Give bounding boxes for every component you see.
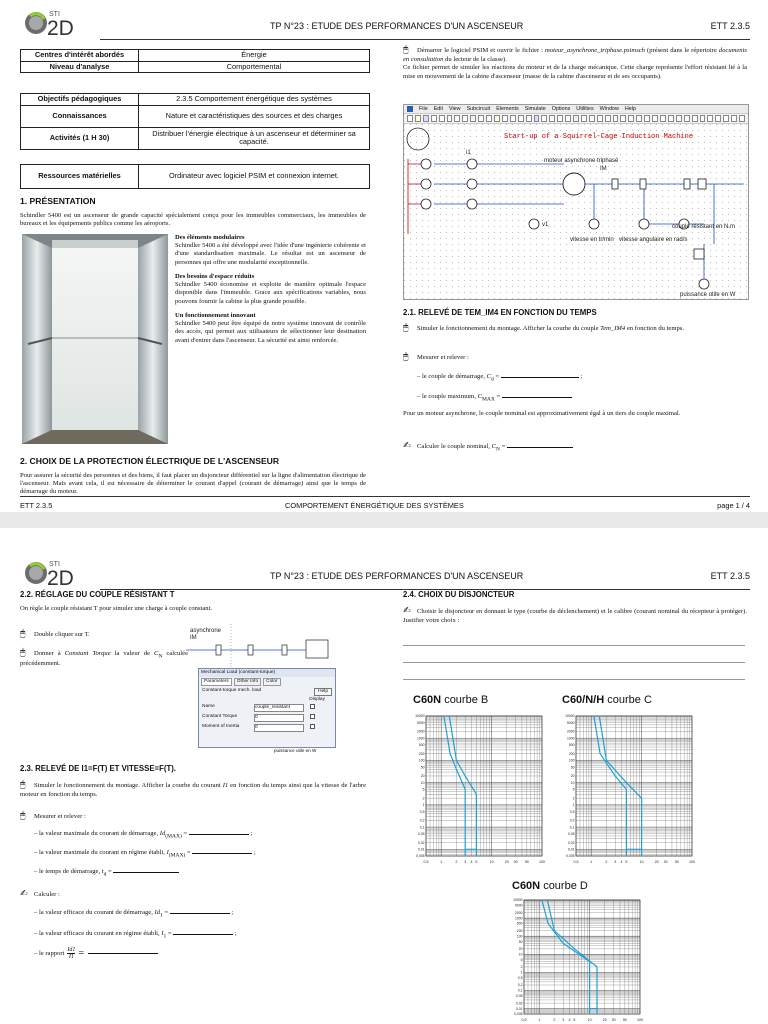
chart-x-tick: 30 [663, 860, 668, 864]
psim-load-text: Ce fichier permet de simuler les réactions du moteur et de la charge mécanique. Cette charge représente l'effort résistant lié à la mise en mouvement de la cabine d'ascenseur (masse de la cabine d'ascenseur et de ses occupants). [403, 64, 747, 80]
chart-x-tick: 0,5 [521, 1018, 527, 1022]
s21-cd: – le couple de démarrage, $C_d$ = ; [417, 373, 583, 383]
chart-x-tick: 4 [568, 1018, 571, 1022]
chart-y-tick: 2000 [514, 910, 523, 915]
logo-2d: 2D [47, 567, 74, 590]
mouse-icon: 🖱 [20, 648, 26, 658]
chart-y-tick: 0,1 [569, 825, 575, 830]
chart-x-tick: 20 [654, 860, 659, 864]
chart-y-tick: 10 [420, 780, 425, 785]
psim-window[interactable] [403, 104, 749, 300]
ratio-num: Id1 [67, 947, 76, 953]
chart-y-tick: 0,5 [517, 976, 523, 981]
chart-x-tick: 100 [637, 1018, 643, 1022]
mouse-icon: 🖱 [403, 45, 409, 55]
psim-schematic[interactable] [404, 124, 749, 300]
s21-cn: ✍ Calculer le couple nominal, $C_N$ = [403, 441, 573, 453]
motor-symbol [563, 173, 585, 195]
chart-d [498, 896, 644, 1024]
help-button[interactable]: Help [314, 688, 332, 696]
logo-2d: 2D [47, 17, 74, 40]
s1-features [175, 234, 366, 345]
menu-view[interactable]: View [448, 105, 461, 112]
chart-x-tick: 0,5 [423, 860, 429, 864]
chart-x-tick: 2 [455, 860, 458, 864]
chart-y-tick: 0,01 [515, 1006, 523, 1011]
chart-y-tick: 200 [568, 751, 575, 756]
answer-blank[interactable] [170, 913, 230, 914]
answer-blank[interactable] [189, 834, 249, 835]
chart-y-tick: 5000 [416, 720, 425, 725]
chart-x-tick: 1 [590, 860, 593, 864]
section-2-1-title: 2.1. RELEVÉ DE TEM_IM4 EN FONCTION DU TEMPS [403, 308, 597, 317]
chart-y-tick: 10 [518, 952, 523, 957]
menu-subcircuit[interactable]: Subcircuit [466, 105, 491, 112]
footer-right: page 1 / 4 [717, 501, 750, 510]
s2-text: Pour assurer la sécurité des personnes et des biens, il faut placer un disjoncteur différentiel sur la ligne d'alimentation électrique de l'ascenseur. Mais avant cela, il est nécessaire de déterminer le courant d'appel (courant de démarrage) ainsi que le temps de démarrage du moteur. [20, 472, 366, 496]
chart-x-tick: 3 [562, 1018, 565, 1022]
page-separator [0, 512, 768, 528]
s23-i1: – la valeur efficace du courant en régime établi, $I_1$ = ; [34, 930, 237, 940]
chart-x-tick: 20 [504, 860, 509, 864]
chart-x-tick: 3 [614, 860, 617, 864]
menu-help[interactable]: Help [624, 105, 636, 112]
chart-y-tick: 5000 [514, 903, 523, 908]
field-name-input[interactable]: couple_resistant [254, 704, 304, 712]
header-title: TP N°23 : ETUDE DES PERFORMANCES D'UN ASCENSEUR [270, 21, 524, 31]
display-checkbox[interactable] [310, 724, 315, 729]
chart-y-tick: 500 [568, 743, 575, 748]
chart-y-tick: 100 [568, 758, 575, 763]
dialog-title: Mechanical Load (constant-torque) [199, 669, 335, 677]
chart-y-tick: 0,2 [419, 818, 425, 823]
chart-x-tick: 10 [587, 1018, 592, 1022]
answer-blank[interactable] [113, 872, 179, 873]
logo-sti: STI [49, 11, 60, 18]
chart-y-tick: 2000 [416, 729, 425, 734]
label-angular: vitesse angulaire en rad/s [619, 237, 688, 243]
header-title: TP N°23 : ETUDE DES PERFORMANCES D'UN ASCENSEUR [270, 571, 524, 581]
section-2-4-title: 2.4. CHOIX DU DISJONCTEUR [403, 590, 515, 599]
answer-blank[interactable] [88, 953, 158, 954]
pencil-icon: ✍ [403, 606, 411, 616]
mini-label-power: puissance utile en W [274, 748, 317, 753]
s21-measure: 🖱 Mesurer et relever : [403, 352, 469, 362]
answer-blank[interactable] [192, 853, 252, 854]
menu-file[interactable]: File [419, 105, 428, 112]
chart-x-tick: 1 [440, 860, 443, 864]
chart-y-tick: 0,1 [419, 825, 425, 830]
info-table-1: Centres d'intérêt abordés Énergie Niveau d'analyse Comportemental [20, 49, 370, 73]
s23-td: – le temps de démarrage, $t_d$ = [34, 868, 179, 878]
chart-y-tick: 0,005 [566, 854, 575, 859]
s23-idmax: – la valeur maximale du courant de démarrage, $Id_{(MAX)}$ = ; [34, 830, 253, 840]
chart-y-tick: 1000 [416, 736, 425, 741]
s21-note: Pour un moteur asynchrone, le couple nominal est approximativement égal à un tiers du couple maximal. [403, 410, 681, 417]
chart-y-tick: 10000 [565, 714, 575, 719]
mouse-icon: 🖱 [403, 352, 409, 362]
feature-a-heading: Des éléments modulaires [175, 234, 245, 241]
chart-y-tick: 0,05 [515, 994, 523, 999]
chart-y-tick: 1 [520, 970, 523, 975]
chart-y-tick: 0,2 [569, 818, 575, 823]
chart-x-tick: 2 [553, 1018, 556, 1022]
psim-toolbar [404, 114, 748, 124]
sti2d-logo [22, 6, 92, 40]
chart-y-tick: 0,02 [567, 840, 575, 845]
display-checkbox[interactable] [310, 714, 315, 719]
chart-x-tick: 5 [573, 1018, 576, 1022]
chart-y-tick: 0,5 [419, 809, 425, 814]
page-header [20, 4, 750, 40]
chart-y-tick: 5 [572, 787, 575, 792]
menu-elements[interactable]: Elements [496, 105, 519, 112]
chart-y-tick: 1 [572, 803, 575, 808]
s24-text: ✍ Choisir le disjoncteur en donnant le type (courbe de déclenchement) et le calibre (courant nominal du récepteur à protéger). Justifier votre choix : [403, 606, 747, 625]
section-2-3-title: 2.3. RELEVÉ DE I1=F(T) ET VITESSE=F(T). [20, 764, 176, 773]
chart-y-tick: 2 [422, 796, 425, 801]
s23-measure: 🖱 Mesurer et relever : [20, 811, 86, 821]
chart-y-tick: 2 [572, 796, 575, 801]
feature-a-text: Schindler 5400 a été développé avec l'idée d'une ingénierie cohérente et d'une standardisation maximale. Le résultat est un ascenseur de personnes qui offre une modularité exceptionnelle. [175, 242, 366, 266]
menu-simulate[interactable]: Simulate [524, 105, 546, 112]
field-name-label: Name [202, 703, 215, 709]
dialog-subtitle: Constant-torque mech. load [202, 687, 262, 693]
logo-sti: STI [49, 561, 60, 568]
psim-load-screenshot [186, 624, 336, 754]
header-rule [100, 39, 750, 40]
chart-d-title: C60N courbe D [512, 880, 588, 892]
s23-imax: – la valeur maximale du courant en régime établi, $I_{(MAX)}$ = ; [34, 849, 256, 859]
s23-id1: – la valeur efficace du courant de démarrage, $Id_1$ = ; [34, 909, 234, 919]
chart-x-tick: 3 [464, 860, 467, 864]
s21-simulate: 🖱 Simuler le fonctionnement du montage. Afficher la courbe du couple Tem_IM4 en fonction du temps. [403, 323, 685, 333]
header-code: ETT 2.3.5 [710, 571, 750, 581]
chart-x-tick: 100 [539, 860, 545, 864]
feature-b-text: Schindler 5400 économise et exploite de manière optimale l'espace disponible dans l'immeuble. Grace aux spécifications variables, nous pouvons fournir la cabine la plus grande possible. [175, 281, 366, 305]
field-inertia-label: Moment of Inertia [202, 723, 240, 729]
chart-y-tick: 1000 [514, 916, 523, 921]
mouse-icon: 🖱 [20, 629, 26, 639]
chart-c [550, 712, 696, 866]
answer-lines[interactable] [403, 629, 745, 680]
s23-ratio: – le rapport $\frac{Id1}{I1}$ = [34, 947, 158, 961]
chart-y-tick: 0,01 [417, 847, 425, 852]
label-i1: i1 [466, 150, 471, 156]
field-torque-label: Constant Torque [202, 713, 238, 719]
chart-y-tick: 5000 [566, 720, 575, 725]
label-vitesse: vitesse en tr/min [570, 237, 614, 243]
chart-y-tick: 10000 [415, 714, 425, 719]
feature-c-text: Schindler 5400 peut être équipé de notre système innovant de contrôle des accès, qui permet aux utilisateurs de sélectionner leur destination avant d'entrer dans l'ascenseur. La sécurité est ainsi renforcée. [175, 320, 366, 344]
chart-x-tick: 1 [538, 1018, 541, 1022]
chart-y-tick: 20 [518, 947, 523, 952]
info-table-3: Ressources matérielles Ordinateur avec logiciel PSIM et connexion internet. [20, 164, 370, 189]
chart-x-tick: 5 [475, 860, 478, 864]
chart-y-tick: 0,2 [517, 983, 523, 988]
display-checkbox[interactable] [310, 704, 315, 709]
chart-y-tick: 5 [520, 957, 523, 962]
menu-edit[interactable]: Edit [433, 105, 443, 112]
chart-x-tick: 20 [602, 1018, 607, 1022]
s22-text: On règle le couple résistant T pour simuler une charge à couple constant. [20, 605, 213, 612]
psim-instructions: 🖱 Démarrer le logiciel PSIM et ouvrir le fichier : moteur_asynchrone_triphase.psimsch (présent dans le répertoire documents en consultation du lecteur de la classe). Ce fichier permet de simuler les réactions du moteur et de la charge mécanique. Cette charge représente l'effort résistant lié à la mise en mouvement de la cabine d'ascenseur (masse de la cabine d'ascenseur et de ses occupants). [403, 45, 747, 80]
dialog-tabs [199, 677, 335, 687]
chart-y-tick: 500 [516, 921, 523, 926]
schematic-banner: Start-up of a Squirrel-Cage Induction Machine [504, 133, 694, 141]
chart-y-tick: 10 [570, 780, 575, 785]
tab-color[interactable]: Color [263, 678, 280, 686]
section-2-2-title: 2.2. RÉGLAGE DU COUPLE RÉSISTANT T [20, 590, 175, 599]
answer-blank[interactable] [501, 377, 579, 378]
inertia-input[interactable]: 0 [254, 724, 304, 732]
chart-b [400, 712, 546, 866]
chart-x-tick: 4 [470, 860, 473, 864]
chart-b-title: C60N courbe B [413, 694, 489, 706]
section-1-title: 1. PRÉSENTATION [20, 196, 96, 206]
menu-utilities[interactable]: Utilities [576, 105, 594, 112]
chart-y-tick: 50 [570, 765, 575, 770]
psim-menubar [404, 105, 748, 114]
chart-y-tick: 0,05 [567, 831, 575, 836]
label-puissance: puissance utile en W [680, 292, 736, 298]
page-2 [0, 528, 768, 1024]
mini-label-async: asynchrone [190, 628, 222, 634]
s22-set: 🖱 Donner à Constant Torque la valeur de $C_N$ calculée précédemment. [20, 648, 188, 668]
feature-c-heading: Un fonctionnement innovant [175, 311, 256, 319]
chart-y-tick: 20 [420, 774, 425, 779]
page-header [20, 554, 750, 590]
chart-y-tick: 0,02 [515, 1001, 523, 1006]
chart-y-tick: 1 [422, 803, 425, 808]
chart-x-tick: 100 [689, 860, 695, 864]
section-2-title: 2. CHOIX DE LA PROTECTION ÉLECTRIQUE DE L'ASCENSEUR [20, 456, 280, 466]
chart-x-tick: 10 [489, 860, 494, 864]
tab-parameters[interactable]: Parameters [201, 678, 232, 686]
chart-y-tick: 0,02 [417, 840, 425, 845]
chart-y-tick: 500 [418, 743, 425, 748]
menu-options[interactable]: Options [551, 105, 571, 112]
chart-y-tick: 1000 [566, 736, 575, 741]
chart-y-tick: 0,05 [417, 831, 425, 836]
chart-y-tick: 100 [418, 758, 425, 763]
chart-x-tick: 0,5 [573, 860, 579, 864]
display-label: Display [309, 696, 325, 702]
page-footer [20, 496, 750, 512]
answer-blank[interactable] [507, 447, 573, 448]
chart-y-tick: 200 [516, 928, 523, 933]
footer-center: COMPORTEMENT ÉNERGÉTIQUE DES SYSTÈMES [285, 501, 464, 510]
chart-y-tick: 50 [420, 765, 425, 770]
s21-cmax: – le couple maximum, $C_{MAX}$ = [417, 393, 572, 403]
s23-calc: ✍ Calculer : [20, 889, 60, 899]
chart-y-tick: 0,005 [514, 1012, 523, 1017]
chart-x-tick: 4 [620, 860, 623, 864]
chart-c-title: C60/N/H courbe C [562, 694, 652, 706]
s1-intro: Schindler 5400 est un ascenseur de grande capacité spécialement conçu pour les immeubles commerciaux, les immeubles de bureaux et les équipements publics comme les aéroports. [20, 212, 366, 228]
answer-blank[interactable] [173, 934, 233, 935]
chart-y-tick: 20 [570, 774, 575, 779]
chart-x-tick: 30 [513, 860, 518, 864]
label-im: IM [600, 166, 607, 172]
chart-y-tick: 10000 [513, 898, 523, 903]
info-table-2: Objectifs pédagogiques 2.3.5 Comportement énergétique des systèmes Connaissances Nature et caractéristiques des sources et des charges Activités (1 H 30) Distribuer l'énergie électrique à un ascenseur et déterminer sa capacité. [20, 93, 370, 150]
constant-torque-input[interactable]: 0 [254, 714, 304, 722]
sti2d-logo [22, 556, 92, 590]
ratio-den: I1 [68, 954, 74, 961]
chart-y-tick: 2 [520, 965, 523, 970]
chart-x-tick: 5 [625, 860, 628, 864]
mouse-icon: 🖱 [20, 780, 26, 790]
mini-label-im: IM [190, 635, 197, 641]
header-code: ETT 2.3.5 [710, 21, 750, 31]
mouse-icon: 🖱 [20, 811, 26, 821]
label-motor: moteur asynchrone triphasé [544, 158, 619, 164]
chart-y-tick: 100 [516, 934, 523, 939]
mouse-icon: 🖱 [403, 323, 409, 333]
answer-blank[interactable] [502, 397, 572, 398]
pencil-icon: ✍ [20, 889, 28, 899]
menu-window[interactable]: Window [599, 105, 619, 112]
chart-x-tick: 10 [639, 860, 644, 864]
label-couple: couple résistant en N.m [672, 224, 736, 230]
load-dialog[interactable] [198, 668, 336, 748]
chart-x-tick: 2 [605, 860, 608, 864]
chart-y-tick: 0,005 [416, 854, 425, 859]
feature-b-heading: Des besoins d'espace réduits [175, 272, 255, 280]
label-v1: v1 [542, 222, 549, 228]
chart-y-tick: 0,01 [567, 847, 575, 852]
chart-y-tick: 0,5 [569, 809, 575, 814]
chart-y-tick: 200 [418, 751, 425, 756]
pencil-icon: ✍ [403, 441, 411, 451]
psim-app-icon [407, 106, 413, 112]
chart-y-tick: 2000 [566, 729, 575, 734]
elevator-photo [22, 234, 168, 444]
footer-left: ETT 2.3.5 [20, 501, 53, 510]
chart-y-tick: 50 [518, 939, 523, 944]
chart-x-tick: 50 [622, 1018, 627, 1022]
s22-dblclick: 🖱 Double cliquer sur T. [20, 629, 90, 639]
chart-x-tick: 50 [524, 860, 529, 864]
tab-other-info[interactable]: Other Info [234, 678, 261, 686]
chart-y-tick: 0,1 [517, 988, 523, 993]
chart-y-tick: 5 [422, 787, 425, 792]
chart-x-tick: 50 [674, 860, 679, 864]
s23-simulate: 🖱 Simuler le fonctionnement du montage. Afficher la courbe du courant I1 en fonction du temps ainsi que la vitesse de l'arbre moteur en fonction du temps. [20, 780, 366, 799]
chart-x-tick: 30 [611, 1018, 616, 1022]
